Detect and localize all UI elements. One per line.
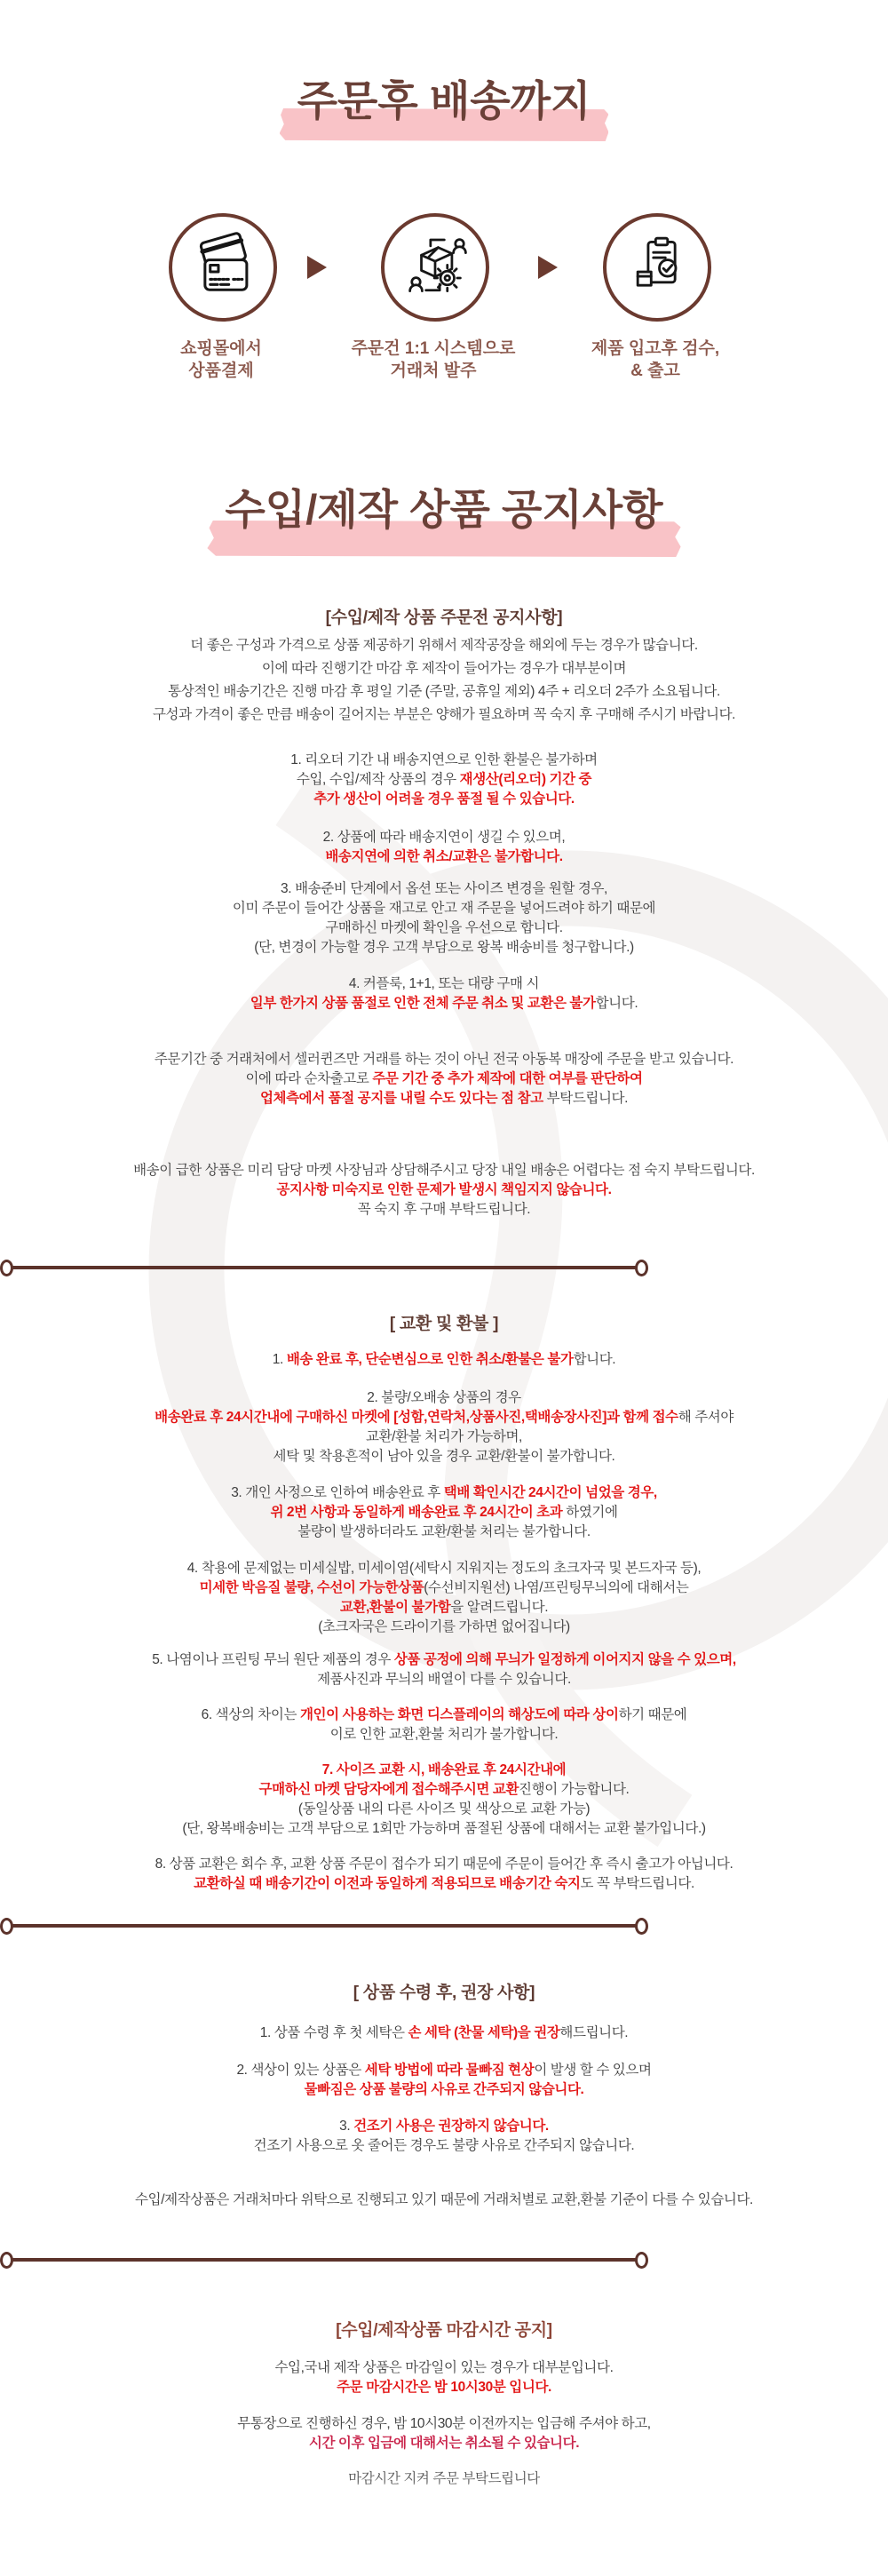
notice-line (0, 2414, 888, 2434)
arrow-right-icon (538, 256, 558, 279)
delivery-title (297, 78, 591, 124)
notice-line (0, 2469, 888, 2489)
text-segment: 을 알려드립니다. (450, 1600, 549, 1615)
text-segment: 5. 나염이나 프린팅 무늬 원단 제품의 경우 (152, 1652, 394, 1667)
text-segment: 교환하실 때 배송기간이 이전과 동일하게 적용되므로 배송기간 숙지 (194, 1876, 581, 1891)
notice-line (0, 2190, 888, 2210)
notice-line (0, 1427, 888, 1447)
text-segment: 2. 불량/오배송 상품의 경우 (367, 1390, 521, 1405)
text-segment: 4. 커플룩, 1+1, 또는 대량 구매 시 (348, 976, 540, 991)
text-segment: 시간 이후 입금에 대해서는 취소될 수 있습니다. (308, 2436, 580, 2451)
text-segment: 3. 배송준비 단계에서 옵션 또는 사이즈 변경을 원할 경우, (281, 881, 607, 896)
inspection-icon (603, 213, 711, 322)
notice-line (0, 2117, 888, 2136)
delivery-title-wrap (0, 78, 888, 124)
text-segment: 상품 공정에 의해 무늬가 일정하게 이어지지 않을 수 있으며, (393, 1652, 736, 1667)
divider-ring-left (0, 2252, 13, 2269)
exchange-item-6 (0, 1705, 888, 1745)
notice-line (0, 2061, 888, 2080)
text-segment: 재생산(리오더) 기간 중 (459, 772, 592, 787)
pre-order-item-2 (0, 828, 888, 867)
notice-line (0, 634, 888, 657)
text-segment: 3. 개인 사정으로 인하여 배송완료 후 (231, 1485, 444, 1500)
text-segment: 미세한 박음질 불량, 수선이 가능한상품 (199, 1580, 424, 1595)
notice-line (0, 1050, 888, 1069)
care-item-1 (0, 2023, 888, 2043)
notice-line (0, 879, 888, 899)
notice-line (0, 974, 888, 994)
notice-line (0, 1408, 888, 1427)
notice-line (0, 828, 888, 847)
notice-line (0, 2434, 888, 2453)
notice-line (0, 1578, 888, 1598)
exchange-refund-header: [ 교환 및 환불 ] (389, 1315, 499, 1333)
notice-line (0, 1780, 888, 1800)
text-segment: 교환/환불 처리가 가능하며, (366, 1429, 522, 1444)
caption-line: 제품 입고후 검수, (591, 339, 720, 358)
section-divider-3 (0, 2253, 648, 2267)
text-segment: 2. 색상이 있는 상품은 (236, 2063, 365, 2078)
notice-line (0, 751, 888, 770)
notice-line (0, 1447, 888, 1467)
notice-line (0, 2358, 888, 2378)
notice-line (0, 1069, 888, 1089)
text-segment: 주문 기간 중 추가 제작에 대한 여부를 판단하여 (372, 1071, 643, 1086)
text-segment: 부탁드립니다. (546, 1091, 629, 1106)
notice-line (0, 1761, 888, 1780)
consignment-paragraph (0, 2190, 888, 2210)
notice-line (0, 1874, 888, 1894)
text-segment: (수선비지원선) 나염/프린팅무늬의에 대해서는 (424, 1580, 689, 1595)
text-segment: 배송 완료 후, 단순변심으로 인한 취소/환불은 불가 (286, 1352, 574, 1367)
caption-line: 거래처 발주 (390, 362, 477, 380)
text-segment: 구매하신 마켓에 확인을 우선으로 합니다. (325, 920, 563, 935)
notice-line (0, 2136, 888, 2156)
text-segment: 6. 색상의 차이는 (201, 1707, 300, 1722)
process-caption-inspection (522, 338, 789, 382)
text-segment: 수입/제작상품은 거래처마다 위탁으로 진행되고 있기 때문에 거래처별로 교환,환불 기준이 다를 수 있습니다. (135, 2192, 753, 2207)
after-receipt-header: [ 상품 수령 후, 권장 사항] (353, 1984, 535, 2002)
text-segment: 물빠짐은 상품 불량의 사유로 간주되지 않습니다. (304, 2082, 584, 2097)
notice-line (0, 1670, 888, 1690)
text-segment: 4. 착용에 문제없는 미세실밥, 미세이염(세탁시 지워지는 정도의 초크자국 및 본드자국 등), (186, 1561, 702, 1576)
text-segment: 배송지연에 의한 취소/교환은 불가합니다. (325, 849, 563, 864)
text-segment: 건조기 사용으로 옷 줄어든 경우도 불량 사유로 간주되지 않습니다. (253, 2138, 635, 2153)
exchange-item-7 (0, 1761, 888, 1839)
notice-line (0, 1503, 888, 1523)
text-segment: 1. (272, 1352, 287, 1367)
notice-line (0, 1350, 888, 1370)
notice-line (0, 1855, 888, 1874)
notice-line (0, 1089, 888, 1109)
text-segment: 개인이 사용하는 화면 디스플레이의 해상도에 따라 상이 (299, 1707, 619, 1722)
notice-line (0, 1200, 888, 1220)
pre-order-stock-paragraph (0, 1050, 888, 1109)
text-segment: 구매하신 마켓 담당자에게 접수해주시면 교환 (258, 1782, 519, 1797)
caption-line: 상품결제 (188, 362, 254, 380)
text-segment: 이 발생 할 수 있으며 (534, 2063, 652, 2078)
card-payment-icon (169, 213, 277, 322)
notice-line (0, 1388, 888, 1408)
text-segment: 하였기에 (562, 1505, 618, 1520)
notice-line (0, 1800, 888, 1819)
section-divider-2 (0, 1919, 648, 1933)
text-segment: 3. (339, 2119, 354, 2134)
divider-ring-right (635, 2252, 648, 2269)
text-segment: 1. 상품 수령 후 첫 세탁은 (259, 2025, 408, 2040)
text-segment: 건조기 사용은 권장하지 않습니다. (353, 2119, 549, 2134)
notice-line (0, 994, 888, 1014)
notice-line (0, 1705, 888, 1725)
text-segment: 주문 마감시간은 밤 10시30분 입니다. (337, 2380, 551, 2395)
notice-title (225, 487, 662, 533)
caption-line: 주문건 1:1 시스템으로 (351, 339, 516, 358)
text-segment: (초크자국은 드라이기를 가하면 없어집니다) (318, 1619, 570, 1634)
divider-ring-left (0, 1918, 13, 1935)
text-segment: 업체측에서 품절 공지를 내릴 수도 있다는 점 참고 (259, 1091, 547, 1106)
divider-ring-left (0, 1260, 13, 1276)
divider-ring-right (635, 1260, 648, 1276)
text-segment: 무통장으로 진행하신 경우, 밤 10시30분 이전까지는 입금해 주셔야 하고, (237, 2416, 651, 2431)
notice-line (0, 2080, 888, 2100)
pre-order-intro-paragraph (0, 634, 888, 727)
text-segment: 7. 사이즈 교환 시, 배송완료 후 24시간내에 (321, 1762, 567, 1777)
text-segment: 손 세탁 (찬물 세탁)을 권장 (408, 2025, 560, 2040)
text-segment: 이에 따라 진행기간 마감 후 제작이 들어가는 경우가 대부분이며 (261, 661, 627, 676)
text-segment: 2. 상품에 따라 배송지연이 생길 수 있으며, (322, 830, 566, 845)
text-segment: (단, 왕복배송비는 고객 부담으로 1회만 가능하며 품절된 상품에 대해서는 교환 불가입니다.) (182, 1821, 706, 1836)
text-segment: (단, 변경이 가능할 경우 고객 부담으로 왕복 배송비를 청구합니다.) (254, 940, 634, 955)
notice-line (0, 1650, 888, 1670)
pre-order-item-3 (0, 879, 888, 958)
notice-line (0, 770, 888, 790)
text-segment: 진행이 가능합니다. (519, 1782, 630, 1797)
notice-line (0, 847, 888, 867)
text-segment: 하기 때문에 (618, 1707, 687, 1722)
text-segment: 도 꼭 부탁드립니다. (580, 1876, 694, 1891)
text-segment: (동일상품 내의 다른 사이즈 및 색상으로 교환 가능) (297, 1801, 591, 1817)
text-segment: 수입, 수입/제작 상품의 경우 (296, 772, 460, 787)
exchange-item-3 (0, 1483, 888, 1542)
text-segment: 해드립니다. (559, 2025, 629, 2040)
text-segment: 더 좋은 구성과 가격으로 상품 제공하기 위해서 제작공장을 해외에 두는 경우가 많습니다. (190, 638, 698, 653)
text-segment: 추가 생산이 어려울 경우 품절 될 수 있습니다. (313, 791, 575, 807)
text-segment: 이미 주문이 들어간 상품을 재고로 안고 재 주문을 넣어드려야 하기 때문에 (232, 901, 656, 916)
text-segment: 마감시간 지켜 주문 부탁드립니다 (348, 2471, 540, 2486)
exchange-item-5 (0, 1650, 888, 1690)
caption-line: & 출고 (630, 362, 680, 380)
pre-order-item-1 (0, 751, 888, 809)
text-segment: 불량이 발생하더라도 교환/환불 처리는 불가합니다. (297, 1524, 591, 1539)
deadline-paragraph-2 (0, 2414, 888, 2453)
care-item-2 (0, 2061, 888, 2100)
text-segment: 수입,국내 제작 상품은 마감일이 있는 경우가 대부분입니다. (274, 2360, 614, 2375)
divider-rule (12, 2258, 636, 2262)
notice-line (0, 704, 888, 727)
text-segment: 세탁 및 착용흔적이 남아 있을 경우 교환/환불이 불가합니다. (273, 1449, 615, 1464)
text-segment: 구성과 가격이 좋은 만큼 배송이 길어지는 부분은 양해가 필요하며 꼭 숙지 후 구매해 주시기 바랍니다. (152, 707, 736, 722)
text-segment: 배송완료 후 24시간내에 구매하신 마켓에 [성함,연락처,상품사진,택배송장사진]과 함께 접수 (155, 1410, 678, 1425)
section-divider-1 (0, 1260, 648, 1275)
text-segment: 합니다. (573, 1352, 616, 1367)
order-system-icon (381, 213, 489, 322)
text-segment: 이로 인한 교환,환불 처리가 불가합니다. (329, 1727, 559, 1742)
notice-line (0, 899, 888, 918)
notice-title-text: 수입/제작 상품 공지사항 (225, 486, 663, 533)
notice-line (0, 1618, 888, 1637)
delivery-title-text: 주문후 배송까지 (297, 77, 591, 124)
arrow-right-icon (307, 256, 327, 279)
notice-line (0, 790, 888, 809)
text-segment: 1. 리오더 기간 내 배송지연으로 인한 환불은 불가하며 (290, 752, 598, 767)
exchange-item-4 (0, 1559, 888, 1637)
divider-ring-right (635, 1918, 648, 1935)
text-segment: 주문기간 중 거래처에서 셀러퀸즈만 거래를 하는 것이 아닌 전국 아동복 매장에 주문을 받고 있습니다. (154, 1052, 734, 1067)
text-segment: 일부 한가지 상품 품절로 인한 전체 주문 취소 및 교환은 불가 (250, 996, 596, 1011)
text-segment: 제품사진과 무늬의 배열이 다를 수 있습니다. (317, 1672, 571, 1687)
exchange-item-8 (0, 1855, 888, 1894)
care-item-3 (0, 2117, 888, 2156)
deadline-closing-line (0, 2469, 888, 2489)
divider-rule (12, 1266, 636, 1269)
text-segment: 8. 상품 교환은 회수 후, 교환 상품 주문이 접수가 되기 때문에 주문이 들어간 후 즉시 출고가 아닙니다. (155, 1856, 733, 1872)
text-segment: 위 2번 사항과 동일하게 배송완료 후 24시간이 초과 (270, 1505, 563, 1520)
notice-line (0, 1161, 888, 1181)
text-segment: 세탁 방법에 따라 물빠짐 현상 (364, 2063, 535, 2078)
text-segment: 꼭 숙지 후 구매 부탁드립니다. (357, 1202, 531, 1217)
notice-line (0, 1819, 888, 1839)
text-segment: 교환,환불이 불가함 (339, 1600, 451, 1615)
deadline-header: [수입/제작상품 마감시간 공지] (336, 2321, 552, 2340)
notice-line (0, 1598, 888, 1618)
deadline-paragraph-1 (0, 2358, 888, 2397)
text-segment: 해 주셔야 (678, 1410, 733, 1425)
notice-line (0, 680, 888, 704)
notice-line (0, 2378, 888, 2397)
notice-line (0, 938, 888, 958)
caption-line: 쇼핑몰에서 (180, 339, 262, 358)
pre-order-notice-header: [수입/제작 상품 주문전 공지사항] (325, 608, 563, 627)
text-segment: 합니다. (595, 996, 638, 1011)
notice-line (0, 1181, 888, 1200)
notice-line (0, 918, 888, 938)
exchange-item-2 (0, 1388, 888, 1467)
text-segment: 통상적인 배송기간은 진행 마감 후 평일 기준 (주말, 공휴일 제외) 4주 + 리오더 2주가 소요됩니다. (168, 684, 720, 699)
notice-line (0, 1483, 888, 1503)
notice-title-wrap (0, 487, 888, 533)
exchange-item-1 (0, 1350, 888, 1370)
text-segment: 배송이 급한 상품은 미리 담당 마켓 사장님과 상담해주시고 당장 내일 배송은 어렵다는 점 숙지 부탁드립니다. (133, 1163, 755, 1178)
notice-line (0, 1559, 888, 1578)
notice-line (0, 657, 888, 680)
text-segment: 택배 확인시간 24시간이 넘었을 경우, (443, 1485, 657, 1500)
pre-order-item-4 (0, 974, 888, 1014)
notice-line (0, 1523, 888, 1542)
notice-line (0, 2023, 888, 2043)
pre-order-urgent-paragraph (0, 1161, 888, 1220)
text-segment: 공지사항 미숙지로 인한 문제가 발생시 책임지지 않습니다. (276, 1182, 612, 1197)
text-segment: 이에 따라 순차출고로 (245, 1071, 373, 1086)
notice-line (0, 1725, 888, 1745)
divider-rule (12, 1924, 636, 1928)
